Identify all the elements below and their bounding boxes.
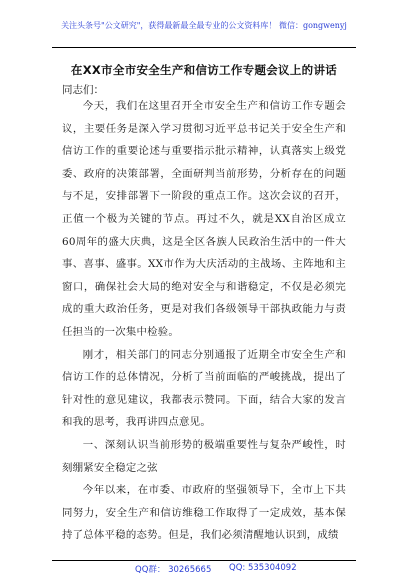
- document-title: 在XX市全市安全生产和信访工作专题会议上的讲话: [70, 63, 338, 77]
- footer-qq-group: QQ群： 30265665: [135, 565, 212, 575]
- header-promo-text: 关注头条号"公文研究"，获得最新最全最专业的公文资料库！ 微信：gongwenyj: [61, 21, 347, 30]
- paragraph-transition: 刚才，相关部门的同志分别通报了近期全市安全生产和信访工作的总体情况，分析了当前面临的严峻挑战，提出了针对性的意见建议，我都表示赞同。下面，结合大家的发言和我的思考，我再讲四点意见。: [62, 348, 346, 429]
- footer-divider: [52, 560, 356, 561]
- header-divider: [52, 47, 356, 48]
- footer-qq-number: QQ: 535304092: [229, 563, 297, 573]
- paragraph-section-one: 今年以来，在市委、市政府的坚强领导下，全市上下共同努力，安全生产和信访维稳工作取得了一定成效，基本保持了总体平稳的态势。但是，我们必须清醒地认识到，成绩: [62, 484, 346, 542]
- document-body: [62, 95, 346, 547]
- salutation: 同志们：: [62, 84, 104, 96]
- section-heading-one: 一、深刻认识当前形势的极端重要性与复杂严峻性，时刻绷紧安全稳定之弦: [62, 438, 346, 474]
- paragraph-intro: 今天，我们在这里召开全市安全生产和信访工作专题会议，主要任务是深入学习贯彻习近平总书记关于安全生产和信访工作的重要论述与重要指示批示精神，认真落实上级党委、政府的决策部署，全面研判当前形势，分析存在的问题与不足，安排部署下一阶段的重点工作。这次会议的召开，正值一个极为关键的节点。再过不久，就是XX自治区成立60周年的盛大庆典，这是全区各族人民政治生活中的一件大事、喜事、盛事。XX市作为大庆活动的主战场、主阵地和主窗口，确保社会大局的绝对安全与和谐稳定，不仅是必须完成的重大政治任务，更是对我们各级领导干部执政能力与责任担当的一次集中检验。: [62, 100, 346, 338]
